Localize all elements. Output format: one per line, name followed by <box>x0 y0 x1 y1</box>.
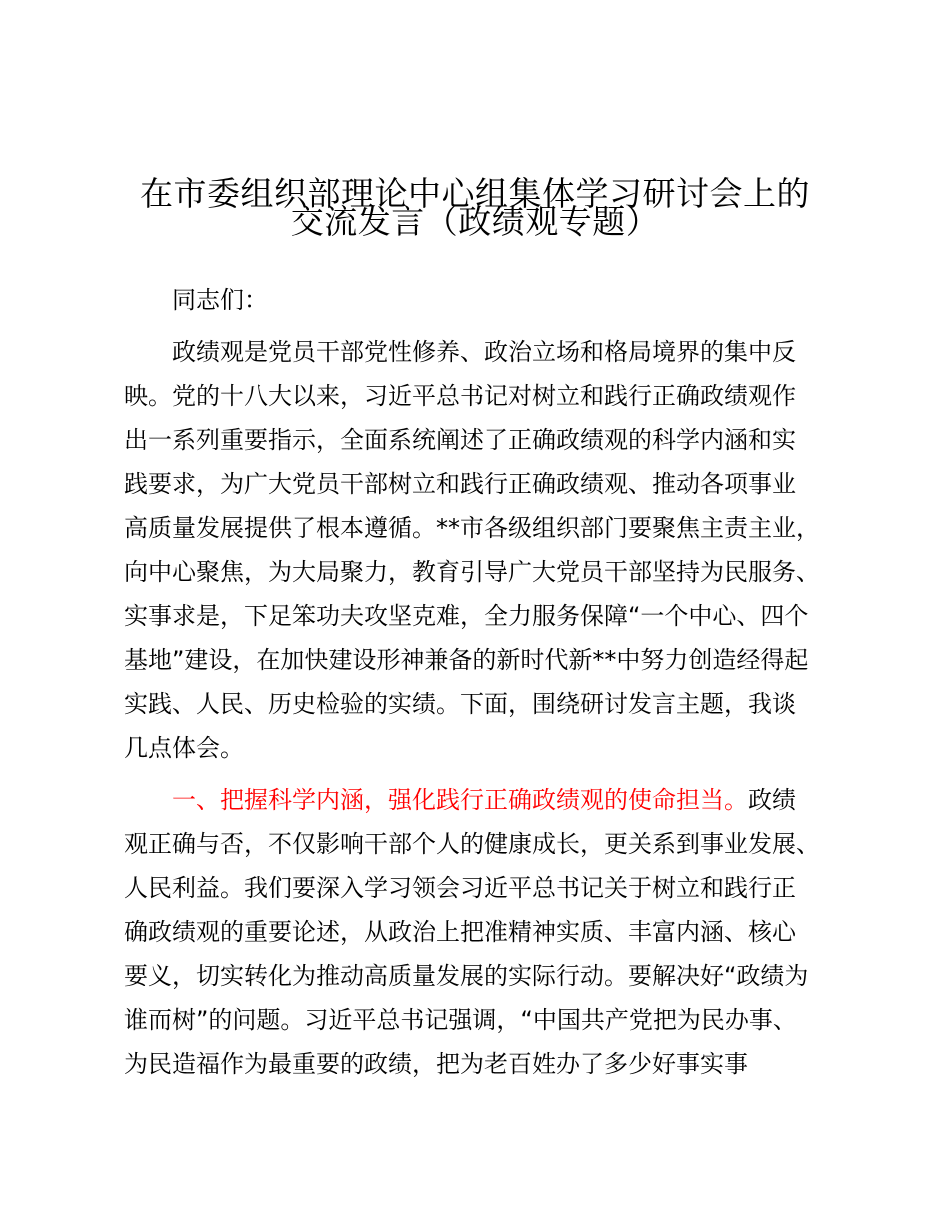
paragraph-1-line: 几点体会。 <box>124 734 244 762</box>
paragraph-1-line: 高质量发展提供了根本遵循。**市各级组织部门要聚焦主责主业， <box>124 514 820 542</box>
paragraph-2-line: 要义，切实转化为推动高质量发展的实际行动。要解决好“政绩为 <box>124 962 809 990</box>
document-title-line-1: 在市委组织部理论中心组集体学习研讨会上的 <box>140 174 810 213</box>
document-title-line-2: 交流发言（政绩观专题） <box>290 202 660 241</box>
paragraph-2-line: 人民利益。我们要深入学习领会习近平总书记关于树立和践行正 <box>124 874 796 902</box>
section-1-first-line <box>172 785 796 815</box>
section-1-heading: 一、把握科学内涵，强化践行正确政绩观的使命担当。 <box>172 786 748 814</box>
paragraph-1-line: 政绩观是党员干部党性修养、政治立场和格局境界的集中反 <box>172 338 796 366</box>
paragraph-2-line: 为民造福作为最重要的政绩，把为老百姓办了多少好事实事 <box>124 1050 748 1078</box>
paragraph-1-line: 实事求是，下足笨功夫攻坚克难，全力服务保障“一个中心、四个 <box>124 602 809 630</box>
paragraph-1-line: 映。党的十八大以来，习近平总书记对树立和践行正确政绩观作 <box>124 382 796 410</box>
paragraph-1-line: 实践、人民、历史检验的实绩。下面，围绕研讨发言主题，我谈 <box>124 690 796 718</box>
paragraph-2-line: 观正确与否，不仅影响干部个人的健康成长，更关系到事业发展、 <box>124 830 820 858</box>
section-1-first-line-tail: 政绩 <box>748 786 796 814</box>
paragraph-1-line: 出一系列重要指示，全面系统阐述了正确政绩观的科学内涵和实 <box>124 426 796 454</box>
paragraph-2-line: 确政绩观的重要论述，从政治上把准精神实质、丰富内涵、核心 <box>124 918 796 946</box>
paragraph-1-line: 践要求，为广大党员干部树立和践行正确政绩观、推动各项事业 <box>124 470 796 498</box>
paragraph-1-line: 向中心聚焦，为大局聚力，教育引导广大党员干部坚持为民服务、 <box>124 558 820 586</box>
paragraph-1-line: 基地”建设，在加快建设形神兼备的新时代新**中努力创造经得起 <box>124 646 809 674</box>
paragraph-2-line: 谁而树”的问题。习近平总书记强调，“中国共产党把为民办事、 <box>124 1006 797 1034</box>
salutation: 同志们： <box>172 286 268 314</box>
